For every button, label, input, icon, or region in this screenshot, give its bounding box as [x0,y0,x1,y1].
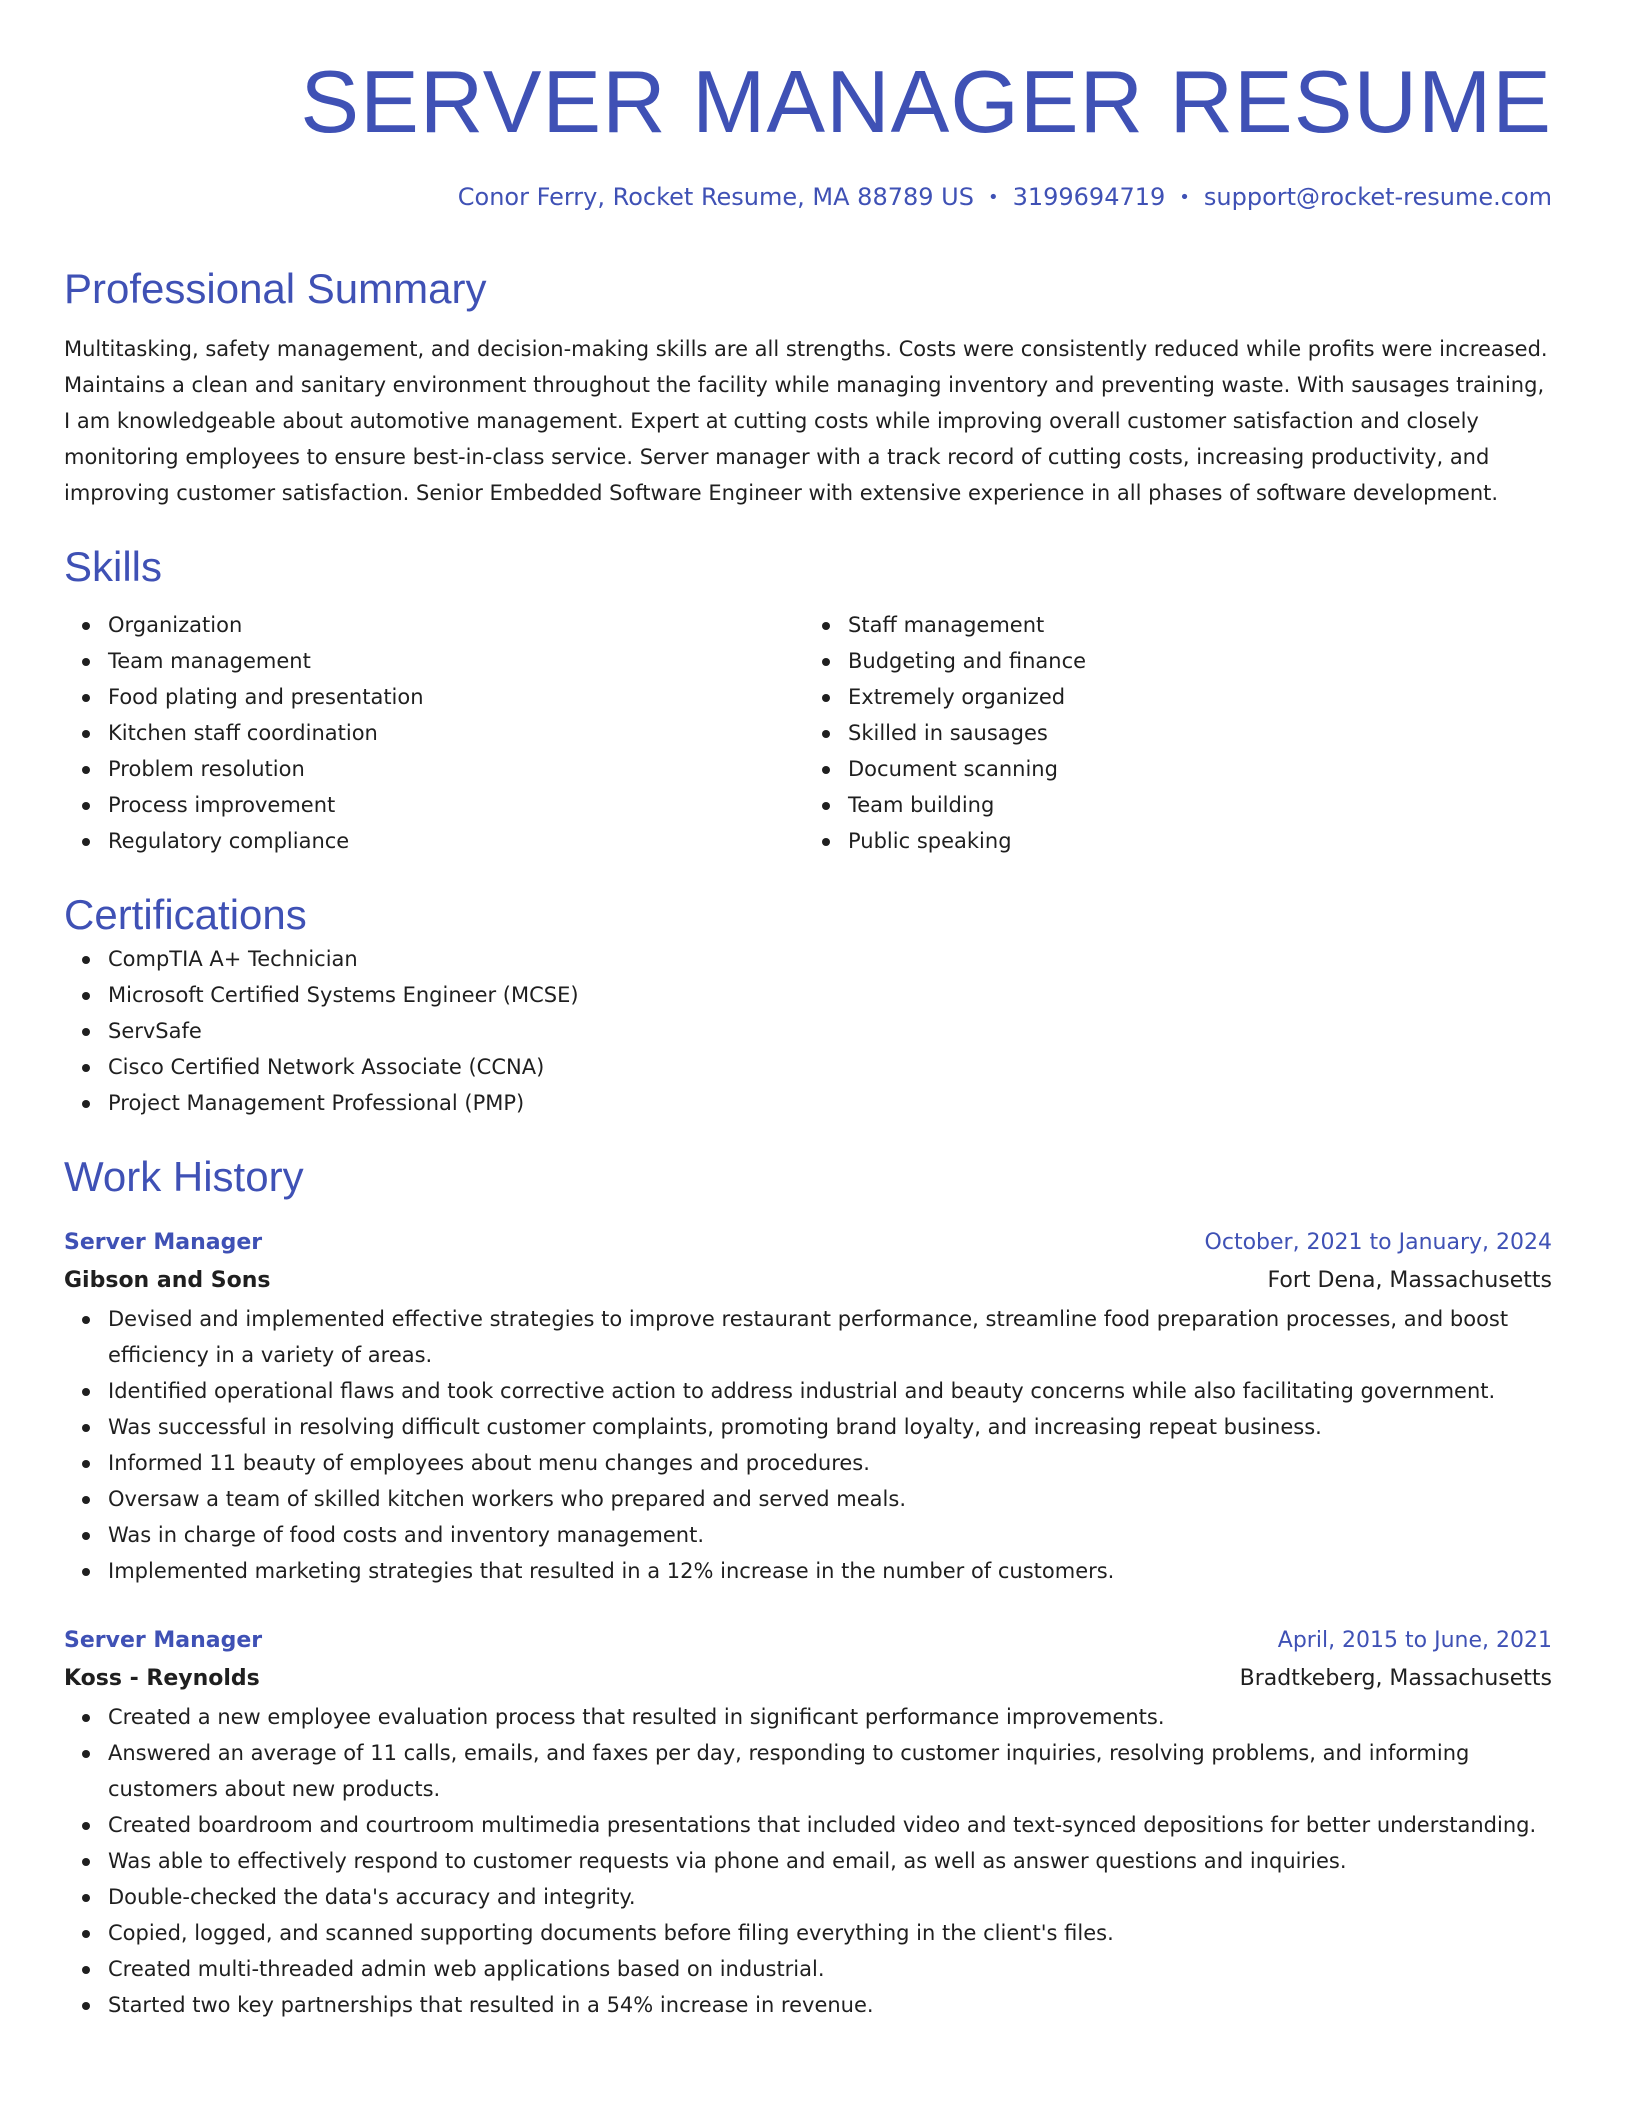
contact-email[interactable]: support@rocket-resume.com [1203,183,1552,211]
job-role: Server Manager [64,1628,263,1653]
job-bullet: Implemented marketing strategies that resulted in a 12% increase in the number of customers. [108,1553,1552,1589]
contact-line [64,182,1552,215]
summary-text: Multitasking, safety management, and decision-making skills are all strengths. Costs were consistently reduced while profits were increased. Maintains a clean and sanitary environment throughout the facility while managing inventory and preventing waste. With sausages training, I am knowledgeable about automotive management. Expert at cutting costs while improving overall customer satisfaction and closely monitoring employees to ensure best-in-class service. Server manager with a track record of cutting costs, increasing productivity, and improving customer satisfaction. Senior Embedded Software Engineer with extensive experience in all phases of software development. [64,337,1548,505]
certification-item: Microsoft Certified Systems Engineer (MCSE) [108,977,1552,1013]
job-entry [64,1623,1552,2023]
skill-item: Process improvement [108,787,804,823]
skill-item: Team management [108,643,804,679]
skills-list-right [804,607,1544,859]
contact-separator: • [987,187,999,208]
job-bullet: Was successful in resolving difficult customer complaints, promoting brand loyalty, and increasing repeat business. [108,1409,1552,1445]
skill-item: Team building [848,787,1544,823]
skill-item: Kitchen staff coordination [108,715,804,751]
job-bullet: Identified operational flaws and took corrective action to address industrial and beauty concerns while also facilitating government. [108,1373,1552,1409]
job-entry [64,1225,1552,1589]
job-bullet: Created boardroom and courtroom multimedia presentations that included video and text-synced depositions for better understanding. [108,1807,1552,1843]
summary-heading: Professional Summary [64,265,487,312]
job-company-row [64,1261,1552,1301]
job-location: Bradtkeberg, Massachusetts [1239,1666,1552,1691]
job-header-row [64,1623,1552,1659]
job-bullet: Created a new employee evaluation process that resulted in significant performance improvements. [108,1699,1552,1735]
certifications-list [64,941,1552,1121]
work-history-heading: Work History [64,1153,304,1200]
skill-item: Problem resolution [108,751,804,787]
skill-item: Staff management [848,607,1544,643]
job-bullet: Was able to effectively respond to customer requests via phone and email, as well as answer questions and inquiries. [108,1843,1552,1879]
job-location: Fort Dena, Massachusetts [1267,1268,1552,1293]
certifications-heading: Certifications [64,891,307,938]
resume-header [64,50,1552,215]
job-dates: April, 2015 to June, 2021 [1277,1628,1552,1653]
certification-item: ServSafe [108,1013,1552,1049]
job-bullet: Copied, logged, and scanned supporting documents before filing everything in the client's files. [108,1915,1552,1951]
job-header-row [64,1225,1552,1261]
job-bullets [64,1699,1552,2023]
skill-item: Extremely organized [848,679,1544,715]
job-bullet: Was in charge of food costs and inventory management. [108,1517,1552,1553]
job-company-row [64,1659,1552,1699]
job-bullet: Started two key partnerships that resulted in a 54% increase in revenue. [108,1987,1552,2023]
job-dates: October, 2021 to January, 2024 [1204,1230,1552,1255]
job-company: Koss - Reynolds [64,1666,260,1691]
certification-item: Project Management Professional (PMP) [108,1085,1552,1121]
skills-grid [64,607,1552,859]
skill-item: Regulatory compliance [108,823,804,859]
skills-list-left [64,607,804,859]
job-bullet: Double-checked the data's accuracy and integrity. [108,1879,1552,1915]
skill-item: Public speaking [848,823,1544,859]
skills-column-right [804,607,1544,859]
certification-item: CompTIA A+ Technician [108,941,1552,977]
skill-item: Organization [108,607,804,643]
skill-item: Food plating and presentation [108,679,804,715]
job-bullet: Oversaw a team of skilled kitchen workers who prepared and served meals. [108,1481,1552,1517]
job-role: Server Manager [64,1230,263,1255]
job-bullet: Created multi-threaded admin web applications based on industrial. [108,1951,1552,1987]
resume-title: SERVER MANAGER RESUME [300,52,1552,151]
job-bullets [64,1301,1552,1589]
contact-address: Conor Ferry, Rocket Resume, MA 88789 US [457,183,974,211]
skill-item: Skilled in sausages [848,715,1544,751]
certification-item: Cisco Certified Network Associate (CCNA) [108,1049,1552,1085]
contact-separator: • [1179,187,1190,208]
job-company: Gibson and Sons [64,1268,271,1293]
skills-column-left [64,607,804,859]
skills-heading: Skills [64,543,163,590]
job-bullet: Informed 11 beauty of employees about menu changes and procedures. [108,1445,1552,1481]
contact-phone: 3199694719 [1012,183,1166,211]
job-bullet: Devised and implemented effective strategies to improve restaurant performance, streamline food preparation processes, and boost efficiency in a variety of areas. [108,1301,1552,1373]
job-bullet: Answered an average of 11 calls, emails, and faxes per day, responding to customer inquiries, resolving problems, and informing customers about new products. [108,1735,1552,1807]
skill-item: Budgeting and finance [848,643,1544,679]
skill-item: Document scanning [848,751,1544,787]
